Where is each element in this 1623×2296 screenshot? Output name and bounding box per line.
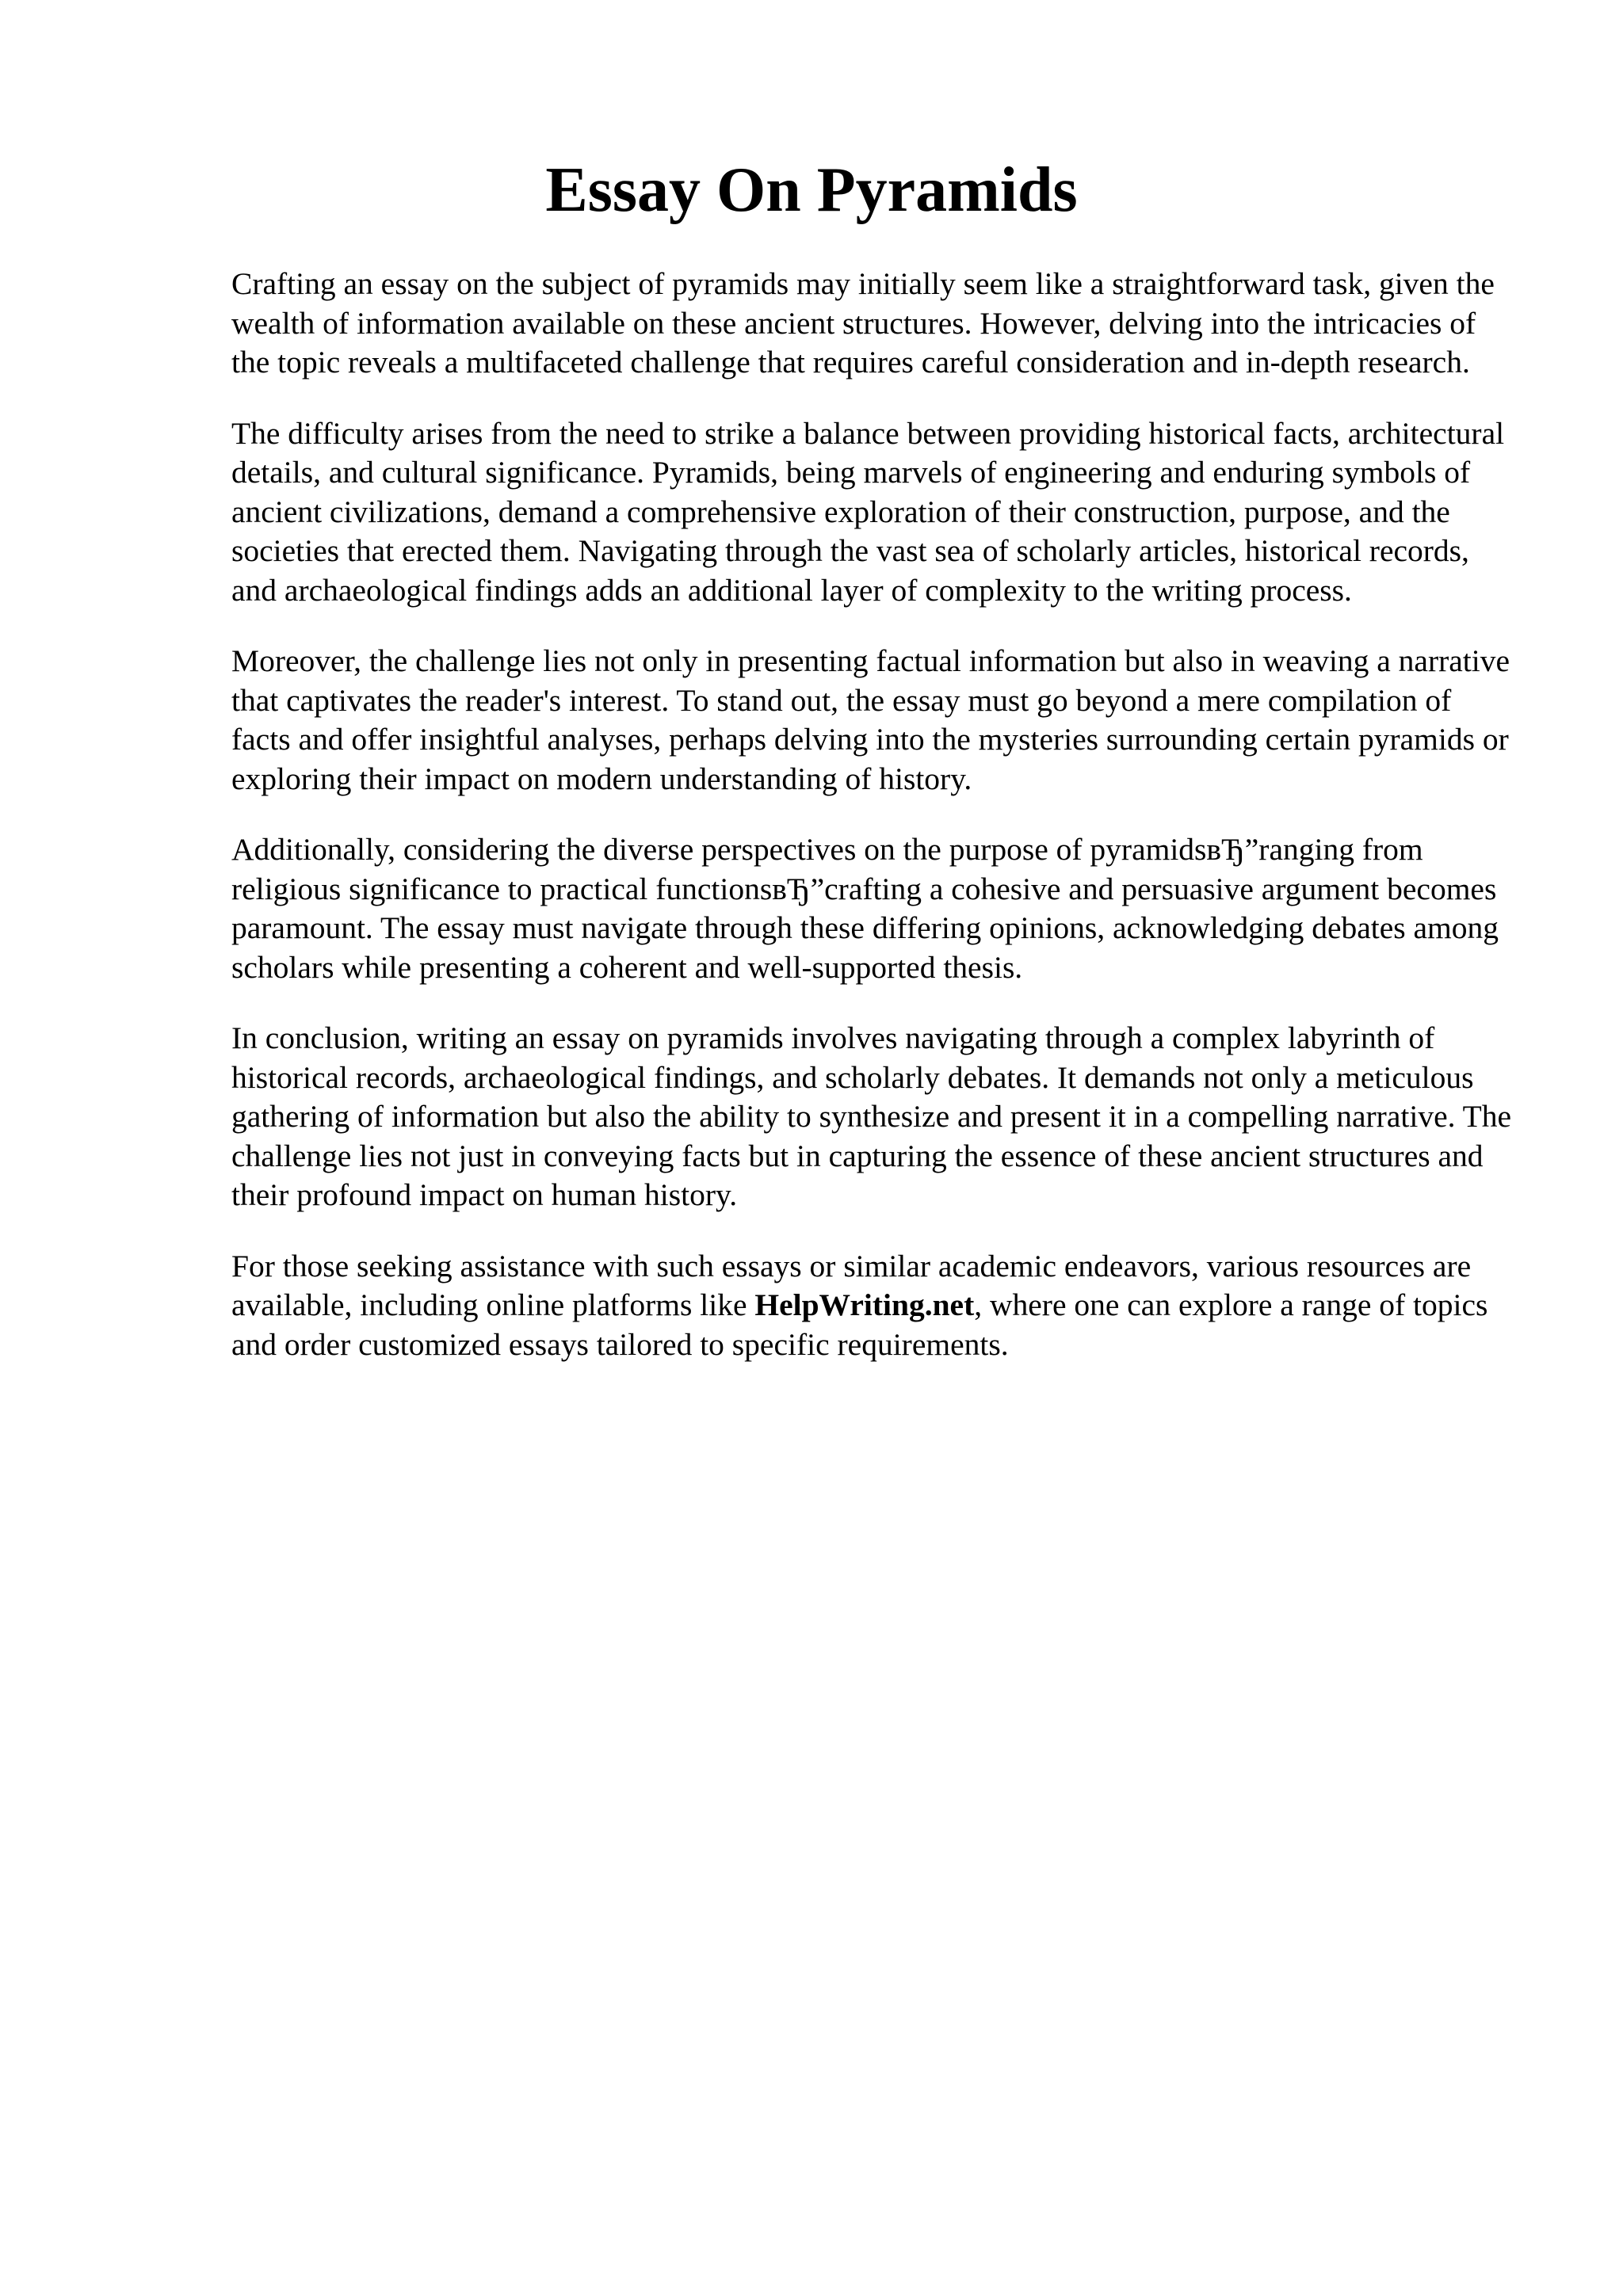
paragraph-difficulty: The difficulty arises from the need to strike a balance between providing historical facts, architectural details, and cultural significance. Pyramids, being marvels of engineering and enduring symbols of ancient civilizations, demand a comprehensive exploration of their construction, purpose, and the societies that erected them. Navigating through the vast sea of scholarly articles, historical records, and archaeological findings adds an additional layer of complexity to the writing process. [231,415,1505,608]
resources-text-before: For those seeking assistance with such essays or similar academic endeavors, various resources are available, including online platforms like [231,1248,1472,1322]
helpwriting-link[interactable]: HelpWriting.net [754,1287,975,1322]
paragraph-conclusion: In conclusion, writing an essay on pyramids involves navigating through a complex labyrinth of historical records, archaeological findings, and scholarly debates. It demands not only a meticulous gathering of information but also the ability to synthesize and present it in a compelling narrative. The challenge lies not just in conveying facts but in capturing the essence of these ancient structures and their profound impact on human history. [231,1020,1512,1212]
paragraph-perspectives: Additionally, considering the diverse perspectives on the purpose of pyramidsвЂ”ranging from religious significance to practical functionsвЂ”crafting a cohesive and persuasive argument becomes paramount. The essay must navigate through these differing opinions, acknowledging debates among scholars while presenting a coherent and well-supported thesis. [231,832,1499,985]
resources-text-after: , where one can explore a range of topics and order customized essays tailored to specific requirements. [231,1287,1488,1362]
paragraph-resources [231,1247,1515,1365]
paragraph-intro: Crafting an essay on the subject of pyramids may initially seem like a straightforward task, given the wealth of information available on these ancient structures. However, delving into the intricacies of the topic reveals a multifaceted challenge that requires careful consideration and in-depth research. [231,266,1495,379]
essay-body [231,265,1515,1396]
page-title: Essay On Pyramids [545,155,1078,225]
paragraph-narrative: Moreover, the challenge lies not only in presenting factual information but also in weaving a narrative that captivates the reader's interest. To stand out, the essay must go beyond a mere compilation of facts and offer insightful analyses, perhaps delving into the mysteries surrounding certain pyramids or exploring their impact on modern understanding of history. [231,643,1510,796]
